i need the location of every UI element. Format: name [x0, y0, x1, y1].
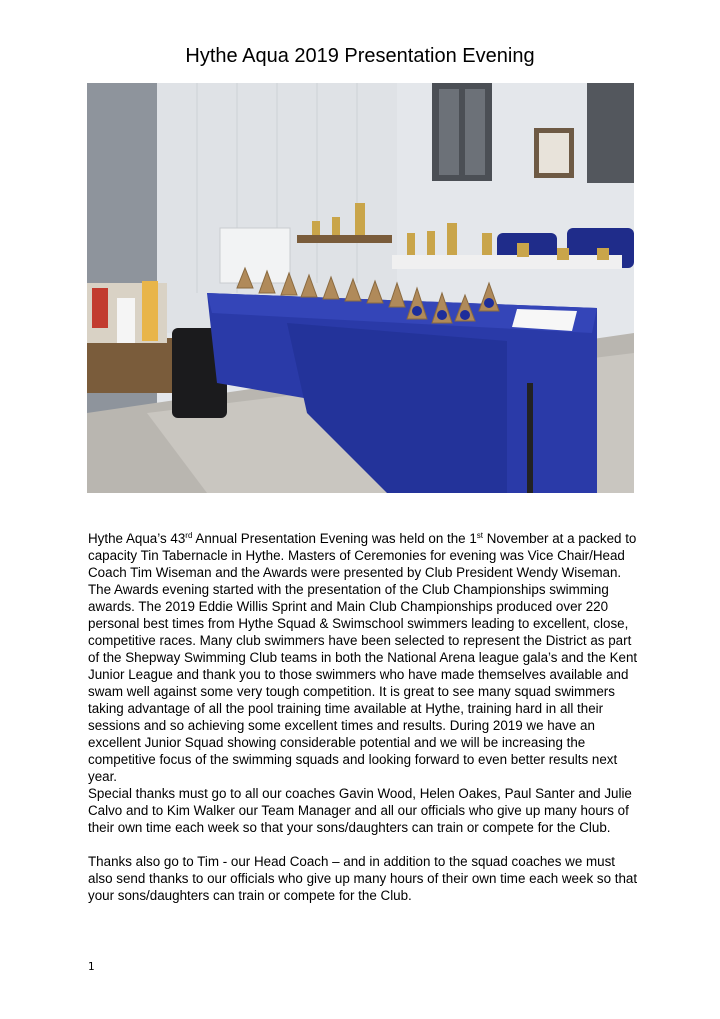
paragraph-spacer: [88, 836, 640, 853]
trophy-table-photo: [87, 83, 634, 493]
paragraph-intro: [88, 530, 640, 581]
paragraph-coaches-thanks: Special thanks must go to all our coaches Gavin Wood, Helen Oakes, Paul Santer and Julie Calvo and to Kim Walker our Team Manager and all our officials who give up many hours of their own time each week so that your sons/daughters can train or compete for the Club.: [88, 786, 632, 835]
text-fragment: November at a packed to capacity Tin Tabernacle in Hythe. Masters of Ceremonies for evening was Vice Chair/Head Coach Tim Wiseman and the Awards were presented by Club President Wendy Wiseman.: [88, 531, 637, 580]
text-fragment: Hythe Aqua’s 43: [88, 531, 186, 546]
paragraph-awards: The Awards evening started with the presentation of the Club Championships swimming awards. The 2019 Eddie Willis Sprint and Main Club Championships produced over 220 personal best times from Hythe Squad & Swimschool swimmers leading to excellent, close, competitive races. Many club swimmers have been selected to represent the District as part of the Shepway Swimming Club teams in both the National Arena league gala’s and the Kent Junior League and thank you to those swimmers who have made themselves available and swam well against some very tough competition. It is great to see many squad swimmers taking advantage of all the pool training time available at Hythe, training hard in all their sessions and so achieving some excellent times and results. During 2019 we have an excellent Junior Squad showing considerable potential and we will be increasing the competitive focus of the swimming squads and looking forward to even better results next year.: [88, 582, 638, 784]
article-body: [88, 530, 640, 904]
paragraph-head-coach-thanks: Thanks also go to Tim - our Head Coach – and in addition to the squad coaches we must also send thanks to our officials who give up many hours of their own time each week so that your sons/daughters can train or compete for the Club.: [88, 854, 638, 903]
text-fragment: Annual Presentation Evening was held on the 1: [192, 531, 477, 546]
ordinal-suffix: rd: [185, 531, 193, 540]
ordinal-suffix: st: [476, 531, 484, 540]
page-number: 1: [88, 961, 95, 973]
document-title: Hythe Aqua 2019 Presentation Evening: [185, 45, 535, 67]
